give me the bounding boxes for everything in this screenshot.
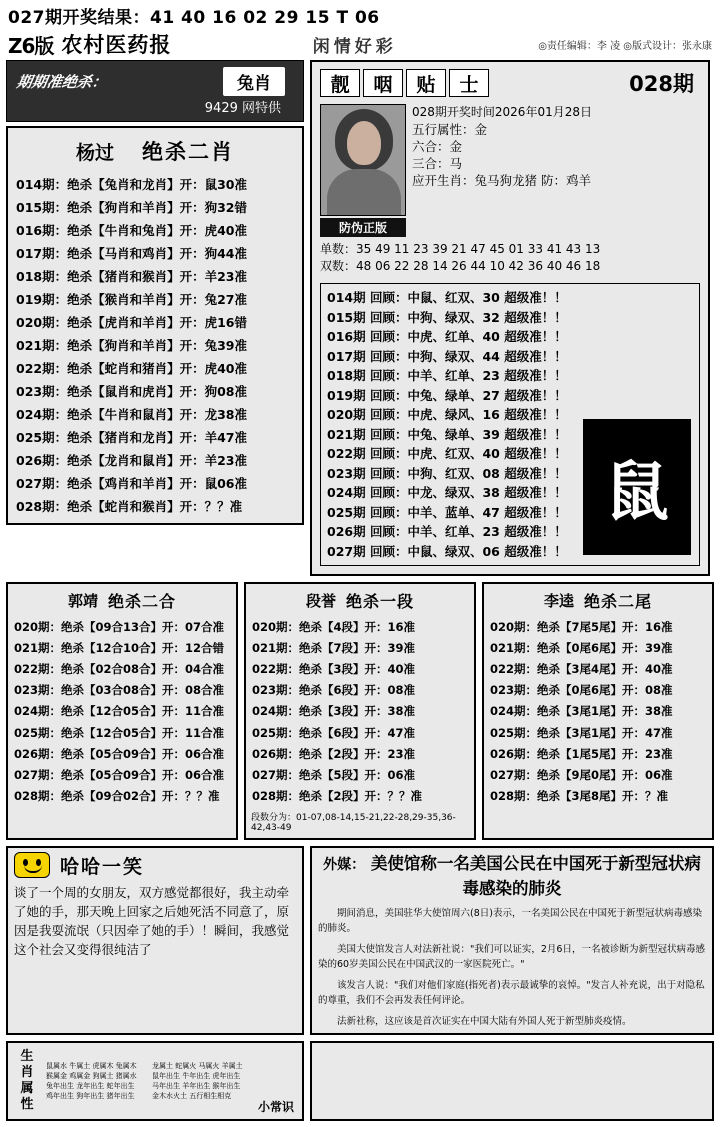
list-item: 021期 回顾：中兔、绿单、39 超级准！！ [327, 426, 567, 442]
zodiac-cell: 金木水火土 五行相生相克 [151, 1091, 232, 1100]
list-item: 027期：绝杀【鸡肖和羊肖】开：鼠06准 [16, 475, 247, 491]
liuhe-attribute: 六合：金 [412, 139, 463, 154]
list-item: 026期：绝杀【05合09合】开：06合准 [14, 746, 225, 761]
left-prediction-panel [6, 126, 304, 525]
list-item: 021期：绝杀【12合10合】开：12合错 [14, 640, 225, 655]
zodiac-cell: 猴属金 鸡属金 狗属土 猪属水 [46, 1071, 137, 1080]
list-item: 022期：绝杀【3段】开：40准 [252, 661, 416, 676]
draw-time: 028期开奖时间2026年01月28日 [412, 105, 592, 119]
zodiac-cell: 鸡年出生 狗年出生 猪年出生 [46, 1091, 135, 1100]
tips-title-char: 咽 [363, 69, 403, 97]
anti-counterfeit-label: 防伪正版 [320, 218, 406, 237]
banner-slogan: 期期准绝杀： [15, 73, 109, 91]
sanhe-attribute: 三合：马 [412, 156, 463, 171]
footer-row [0, 1035, 720, 1127]
list-item: 020期：绝杀【7尾5尾】开：16准 [490, 619, 673, 634]
list-item: 014期 回顾：中鼠、红双、30 超级准！！ [327, 290, 567, 305]
list-item: 028期：绝杀【09合02合】开：？？准 [14, 789, 220, 804]
zodiac-cell: 鼠年出生 牛年出生 虎年出生 [151, 1071, 241, 1080]
list-item: 023期：绝杀【03合08合】开：08合准 [14, 683, 225, 698]
list-item: 016期 回顾：中虎、红单、40 超级准！！ [327, 329, 567, 344]
tips-title-char: 靓 [320, 69, 360, 97]
issue-number: 028期 [629, 72, 694, 96]
smiley-icon [14, 852, 50, 878]
news-paragraph: 法新社称，这应该是首次证实在中国大陆有外国人死于新型肺炎疫情。 [337, 1015, 632, 1027]
list-item: 015期：绝杀【狗肖和羊肖】开：狗32错 [16, 199, 247, 215]
news-paragraph: 美国大使馆发言人对法新社说："我们可以证实，2月6日，一名被诊断为新型冠状病毒感染的60岁美国公民在中国武汉的一家医院死亡。" [318, 943, 705, 970]
odd-numbers: 单数：35 49 11 23 39 21 47 45 01 33 41 43 13 [320, 242, 601, 256]
list-item: 022期：绝杀【3尾4尾】开：40准 [490, 661, 673, 676]
list-item: 022期 回顾：中虎、红双、40 超级准！！ [327, 446, 567, 461]
left-panel-rows [14, 172, 296, 517]
zodiac-cell: 龙属土 蛇属火 马属火 羊属土 [151, 1061, 243, 1070]
list-item: 017期 回顾：中狗、绿双、44 超级准！！ [327, 348, 567, 364]
should-open-zodiac: 应开生肖：兔马狗龙猪 防：鸡羊 [412, 173, 591, 188]
news-headline-wrap [318, 852, 706, 900]
left-panel-header [14, 132, 296, 172]
list-item: 026期：绝杀【2段】开：23准 [252, 746, 416, 761]
numbers-block [316, 239, 704, 279]
panel-header [13, 587, 231, 616]
list-item: 025期 回顾：中羊、蓝单、47 超级准！！ [327, 504, 567, 520]
panel-note: 段数分为：01-07,08-14,15-21,22-28,29-35,36-42,43-49 [251, 812, 456, 833]
zodiac-cell: 鼠属水 牛属土 虎属木 兔属木 [46, 1061, 137, 1070]
list-item: 015期 回顾：中狗、绿双、32 超级准！！ [327, 309, 567, 325]
list-item: 020期：绝杀【4段】开：16准 [252, 619, 416, 634]
draw-info [412, 104, 700, 237]
panel-header [489, 587, 707, 616]
list-item: 028期：绝杀【3尾8尾】开：？准 [490, 789, 669, 804]
list-item: 024期：绝杀【3段】开：38准 [252, 704, 416, 719]
list-item: 016期：绝杀【牛肖和兔肖】开：虎40准 [16, 222, 247, 238]
photo-column [320, 104, 406, 237]
list-item: 019期 回顾：中兔、绿单、27 超级准！！ [327, 387, 567, 403]
list-item: 026期：绝杀【龙肖和鼠肖】开：羊23准 [16, 452, 247, 468]
list-item: 014期：绝杀【兔肖和龙肖】开：鼠30准 [16, 176, 247, 192]
news-paragraph: 该发言人说："我们对他们家庭(指死者)表示最诚挚的哀悼。"发言人补充说，出于对隐私的尊重，我们不会再发表任何评论。 [318, 979, 705, 1006]
zodiac-panel-label: 生肖属性 [20, 1048, 34, 1112]
list-item: 027期：绝杀【9尾0尾】开：06准 [490, 767, 673, 782]
panel-jue-sha-er-he [6, 582, 238, 840]
promo-banner [6, 60, 304, 122]
tips-title-char: 贴 [406, 69, 446, 97]
section-title: 闲情好彩 [312, 36, 397, 57]
tips-title-boxes [320, 69, 489, 97]
list-item: 028期：绝杀【蛇肖和猴肖】开：？？准 [16, 498, 243, 514]
panel-header [251, 587, 469, 616]
panel-title: 绝杀一段 [346, 592, 415, 611]
main-columns [0, 60, 720, 576]
joke-body: 谈了一个周的女朋友，双方感觉都很好，我主动牵了她的手，那天晚上回家之后她死活不同意了，原因是我耍流氓（只因牵了她的手）！瞬间，我感觉这个社会又变得很纯洁了 [14, 884, 290, 957]
featured-zodiac-char: 鼠 [583, 419, 691, 555]
masthead [0, 30, 720, 60]
list-item: 021期：绝杀【狗肖和羊肖】开：兔39准 [16, 337, 247, 353]
joke-title: 哈哈一笑 [60, 855, 145, 878]
list-item: 022期：绝杀【02合08合】开：04合准 [14, 661, 225, 676]
credits: ◎责任编辑：李 凌 ◎版式设计：张永康 [538, 40, 712, 52]
tips-panel [310, 60, 710, 576]
panel-jue-sha-er-wei [482, 582, 714, 840]
zodiac-cell: 兔年出生 龙年出生 蛇年出生 [46, 1081, 135, 1090]
tips-info-row [316, 102, 704, 239]
joke-panel [6, 846, 304, 1035]
list-item: 024期：绝杀【牛肖和鼠肖】开：龙38准 [16, 406, 247, 422]
list-item: 020期 回顾：中虎、绿风、16 超级准！！ [327, 407, 567, 422]
tips-title-char: 士 [449, 69, 489, 97]
left-panel-title: 绝杀二肖 [142, 140, 234, 164]
panel-title: 绝杀二合 [108, 592, 177, 611]
panel-author: 郭靖 [67, 592, 98, 610]
list-item: 025期：绝杀【6段】开：47准 [252, 725, 416, 740]
list-item: 023期：绝杀【0尾6尾】开：08准 [490, 683, 673, 698]
list-item: 023期：绝杀【鼠肖和虎肖】开：狗08准 [16, 383, 247, 399]
zodiac-attributes-panel [6, 1041, 304, 1121]
list-item: 024期：绝杀【12合05合】开：11合准 [14, 704, 225, 719]
list-item: 017期：绝杀【马肖和鸡肖】开：狗44准 [16, 245, 247, 261]
list-item: 026期 回顾：中羊、红单、23 超级准！！ [327, 524, 567, 539]
list-item: 018期 回顾：中羊、红单、23 超级准！！ [327, 368, 567, 383]
list-item: 024期 回顾：中龙、绿双、38 超级准！！ [327, 485, 567, 500]
list-item: 024期：绝杀【3尾1尾】开：38准 [490, 704, 673, 719]
footer-blank-box [310, 1041, 714, 1121]
edition-label: Z6版 [8, 33, 54, 58]
list-item: 020期：绝杀【09合13合】开：07合准 [14, 619, 225, 634]
list-item: 026期：绝杀【1尾5尾】开：23准 [490, 746, 673, 761]
photo-body [327, 169, 401, 215]
panel-title: 绝杀二尾 [584, 592, 653, 611]
right-column [310, 60, 710, 576]
list-item: 021期：绝杀【7段】开：39准 [252, 640, 416, 655]
draw-result-text: 027期开奖结果：41 40 16 02 29 15 T 06 [8, 7, 380, 28]
review-box [320, 283, 700, 566]
list-item: 021期：绝杀【0尾6尾】开：39准 [490, 640, 673, 655]
list-item: 025期：绝杀【12合05合】开：11合准 [14, 725, 225, 740]
left-panel-author: 杨过 [75, 141, 114, 164]
tips-header [316, 66, 704, 102]
list-item: 028期：绝杀【2段】开：？？准 [252, 789, 423, 804]
wuxing-attribute: 五行属性：金 [412, 122, 488, 137]
zodiac-grid [46, 1061, 250, 1101]
even-numbers: 双数：48 06 22 28 14 26 44 10 42 36 40 46 18 [320, 259, 601, 273]
list-item: 018期：绝杀【猪肖和猴肖】开：羊23准 [16, 268, 247, 284]
draw-result-bar [0, 0, 720, 30]
bottom-row [0, 840, 720, 1035]
list-item: 025期：绝杀【猪肖和龙肖】开：羊47准 [16, 429, 247, 445]
joke-header [14, 852, 296, 879]
list-item: 027期：绝杀【05合09合】开：06合准 [14, 767, 225, 782]
list-item: 027期：绝杀【5段】开：06准 [252, 767, 416, 782]
model-photo [320, 104, 406, 216]
paper-title: 农村医药报 [61, 33, 172, 57]
list-item: 023期：绝杀【6段】开：08准 [252, 683, 416, 698]
banner-tag: 兔肖 [223, 67, 285, 96]
list-item: 022期：绝杀【蛇肖和猪肖】开：虎40准 [16, 360, 247, 376]
photo-face [347, 121, 381, 165]
triple-panels [0, 576, 720, 840]
list-item: 020期：绝杀【虎肖和羊肖】开：虎16错 [16, 314, 247, 330]
zodiac-cell: 马年出生 羊年出生 猴年出生 [151, 1081, 241, 1090]
news-headline: 美使馆称一名美国公民在中国死于新型冠状病毒感染的肺炎 [370, 853, 701, 898]
panel-author: 李逵 [543, 592, 574, 610]
panel-jue-sha-yi-duan [244, 582, 476, 840]
left-column [6, 60, 304, 576]
news-paragraph: 期间消息，美国驻华大使馆周六(8日)表示，一名美国公民在中国死于新型冠状病毒感染的肺炎。 [318, 907, 702, 934]
list-item: 023期 回顾：中狗、红双、08 超级准！！ [327, 465, 567, 481]
news-panel [310, 846, 714, 1035]
banner-subtitle: 9429 网特供 [204, 101, 281, 116]
list-item: 027期 回顾：中鼠、绿双、06 超级准！！ [327, 543, 567, 559]
panel-author: 段誉 [305, 592, 336, 610]
list-item: 019期：绝杀【猴肖和羊肖】开：兔27准 [16, 291, 247, 307]
news-lead: 外媒： [323, 856, 366, 873]
tip-label: 小常识 [257, 1099, 294, 1114]
list-item: 025期：绝杀【3尾1尾】开：47准 [490, 725, 673, 740]
